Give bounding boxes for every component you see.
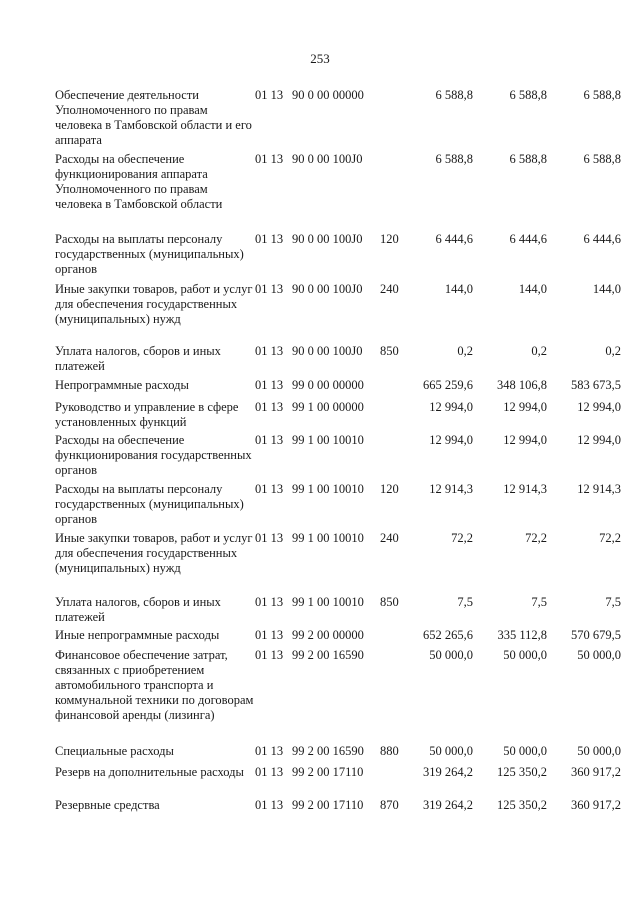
row-section: 01 13	[255, 152, 284, 166]
row-name: Специальные расходы	[55, 744, 174, 758]
row-section: 01 13	[255, 531, 284, 545]
row-target-article: 90 0 00 100J0	[292, 282, 363, 296]
row-value-year3: 360 917,2	[571, 765, 621, 779]
row-name: Уплата налогов, сборов и иных платежей	[55, 595, 221, 624]
row-target-article: 90 0 00 100J0	[292, 152, 363, 166]
row-value-year3: 7,5	[605, 595, 621, 609]
row-value-year1: 319 264,2	[423, 798, 473, 812]
row-expense-type: 850	[380, 344, 399, 358]
row-value-year3: 570 679,5	[571, 628, 621, 642]
row-section: 01 13	[255, 282, 284, 296]
row-value-year2: 50 000,0	[503, 744, 547, 758]
row-name: Расходы на обеспечение функционирования аппарата Уполномоченного по правам человека в Тамбовской области	[55, 152, 223, 211]
row-name: Уплата налогов, сборов и иных платежей	[55, 344, 221, 373]
row-target-article: 90 0 00 100J0	[292, 232, 363, 246]
row-value-year1: 50 000,0	[429, 648, 473, 662]
row-value-year2: 348 106,8	[497, 378, 547, 392]
row-expense-type: 880	[380, 744, 399, 758]
row-value-year2: 12 994,0	[503, 433, 547, 447]
row-target-article: 99 1 00 10010	[292, 595, 364, 609]
row-name: Иные закупки товаров, работ и услуг для обеспечения государственных (муниципальных) нужд	[55, 531, 253, 575]
row-value-year1: 6 588,8	[435, 152, 473, 166]
row-value-year3: 72,2	[599, 531, 621, 545]
row-value-year2: 12 914,3	[503, 482, 547, 496]
row-value-year2: 6 588,8	[509, 88, 547, 102]
row-section: 01 13	[255, 378, 284, 392]
row-value-year1: 319 264,2	[423, 765, 473, 779]
row-section: 01 13	[255, 344, 284, 358]
row-expense-type: 870	[380, 798, 399, 812]
row-target-article: 99 1 00 10010	[292, 531, 364, 545]
row-section: 01 13	[255, 595, 284, 609]
row-value-year1: 50 000,0	[429, 744, 473, 758]
row-value-year2: 335 112,8	[497, 628, 547, 642]
row-value-year3: 50 000,0	[577, 648, 621, 662]
row-value-year3: 6 588,8	[583, 88, 621, 102]
row-value-year1: 7,5	[457, 595, 473, 609]
row-target-article: 99 2 00 16590	[292, 744, 364, 758]
row-value-year3: 583 673,5	[571, 378, 621, 392]
row-expense-type: 240	[380, 531, 399, 545]
row-value-year1: 12 994,0	[429, 400, 473, 414]
row-value-year2: 72,2	[525, 531, 547, 545]
row-value-year3: 12 994,0	[577, 433, 621, 447]
row-expense-type: 120	[380, 482, 399, 496]
row-value-year1: 72,2	[451, 531, 473, 545]
row-expense-type: 240	[380, 282, 399, 296]
row-section: 01 13	[255, 482, 284, 496]
row-value-year3: 12 994,0	[577, 400, 621, 414]
row-value-year1: 652 265,6	[423, 628, 473, 642]
row-target-article: 99 2 00 16590	[292, 648, 364, 662]
row-section: 01 13	[255, 628, 284, 642]
row-target-article: 99 1 00 00000	[292, 400, 364, 414]
row-target-article: 90 0 00 00000	[292, 88, 364, 102]
row-value-year2: 0,2	[531, 344, 547, 358]
row-name: Непрограммные расходы	[55, 378, 189, 392]
row-section: 01 13	[255, 232, 284, 246]
row-value-year2: 12 994,0	[503, 400, 547, 414]
row-name: Расходы на выплаты персоналу государственных (муниципальных) органов	[55, 482, 244, 526]
row-section: 01 13	[255, 400, 284, 414]
row-expense-type: 850	[380, 595, 399, 609]
row-section: 01 13	[255, 88, 284, 102]
row-value-year1: 144,0	[444, 282, 473, 296]
row-value-year3: 360 917,2	[571, 798, 621, 812]
row-target-article: 99 2 00 00000	[292, 628, 364, 642]
row-target-article: 99 1 00 10010	[292, 433, 364, 447]
row-value-year1: 665 259,6	[423, 378, 473, 392]
row-name: Резерв на дополнительные расходы	[55, 765, 244, 779]
row-value-year3: 50 000,0	[577, 744, 621, 758]
row-target-article: 99 0 00 00000	[292, 378, 364, 392]
row-value-year1: 0,2	[457, 344, 473, 358]
row-expense-type: 120	[380, 232, 399, 246]
row-name: Руководство и управление в сфере установленных функций	[55, 400, 239, 429]
row-target-article: 99 2 00 17110	[292, 765, 364, 779]
row-value-year3: 6 444,6	[583, 232, 621, 246]
row-name: Финансовое обеспечение затрат, связанных с приобретением автомобильного транспорта и коммунальной техники по договорам финансовой аренды (лизинга)	[55, 648, 254, 722]
row-value-year2: 144,0	[518, 282, 547, 296]
row-value-year2: 6 588,8	[509, 152, 547, 166]
row-value-year3: 6 588,8	[583, 152, 621, 166]
row-section: 01 13	[255, 648, 284, 662]
row-value-year2: 125 350,2	[497, 798, 547, 812]
row-target-article: 99 1 00 10010	[292, 482, 364, 496]
row-name: Расходы на обеспечение функционирования государственных органов	[55, 433, 252, 477]
row-value-year3: 0,2	[605, 344, 621, 358]
row-value-year1: 6 588,8	[435, 88, 473, 102]
row-section: 01 13	[255, 798, 284, 812]
row-value-year3: 144,0	[592, 282, 621, 296]
row-value-year1: 12 914,3	[429, 482, 473, 496]
row-name: Иные непрограммные расходы	[55, 628, 220, 642]
row-value-year3: 12 914,3	[577, 482, 621, 496]
row-name: Иные закупки товаров, работ и услуг для обеспечения государственных (муниципальных) нужд	[55, 282, 253, 326]
row-value-year1: 12 994,0	[429, 433, 473, 447]
row-value-year2: 50 000,0	[503, 648, 547, 662]
row-value-year2: 7,5	[531, 595, 547, 609]
row-value-year1: 6 444,6	[435, 232, 473, 246]
row-section: 01 13	[255, 433, 284, 447]
row-name: Расходы на выплаты персоналу государственных (муниципальных) органов	[55, 232, 244, 276]
row-section: 01 13	[255, 765, 284, 779]
row-target-article: 90 0 00 100J0	[292, 344, 363, 358]
row-name: Обеспечение деятельности Уполномоченного по правам человека в Тамбовской области и его аппарата	[55, 88, 252, 147]
page-number: 253	[310, 51, 330, 66]
row-value-year2: 6 444,6	[509, 232, 547, 246]
row-section: 01 13	[255, 744, 284, 758]
row-value-year2: 125 350,2	[497, 765, 547, 779]
row-name: Резервные средства	[55, 798, 160, 812]
row-target-article: 99 2 00 17110	[292, 798, 364, 812]
